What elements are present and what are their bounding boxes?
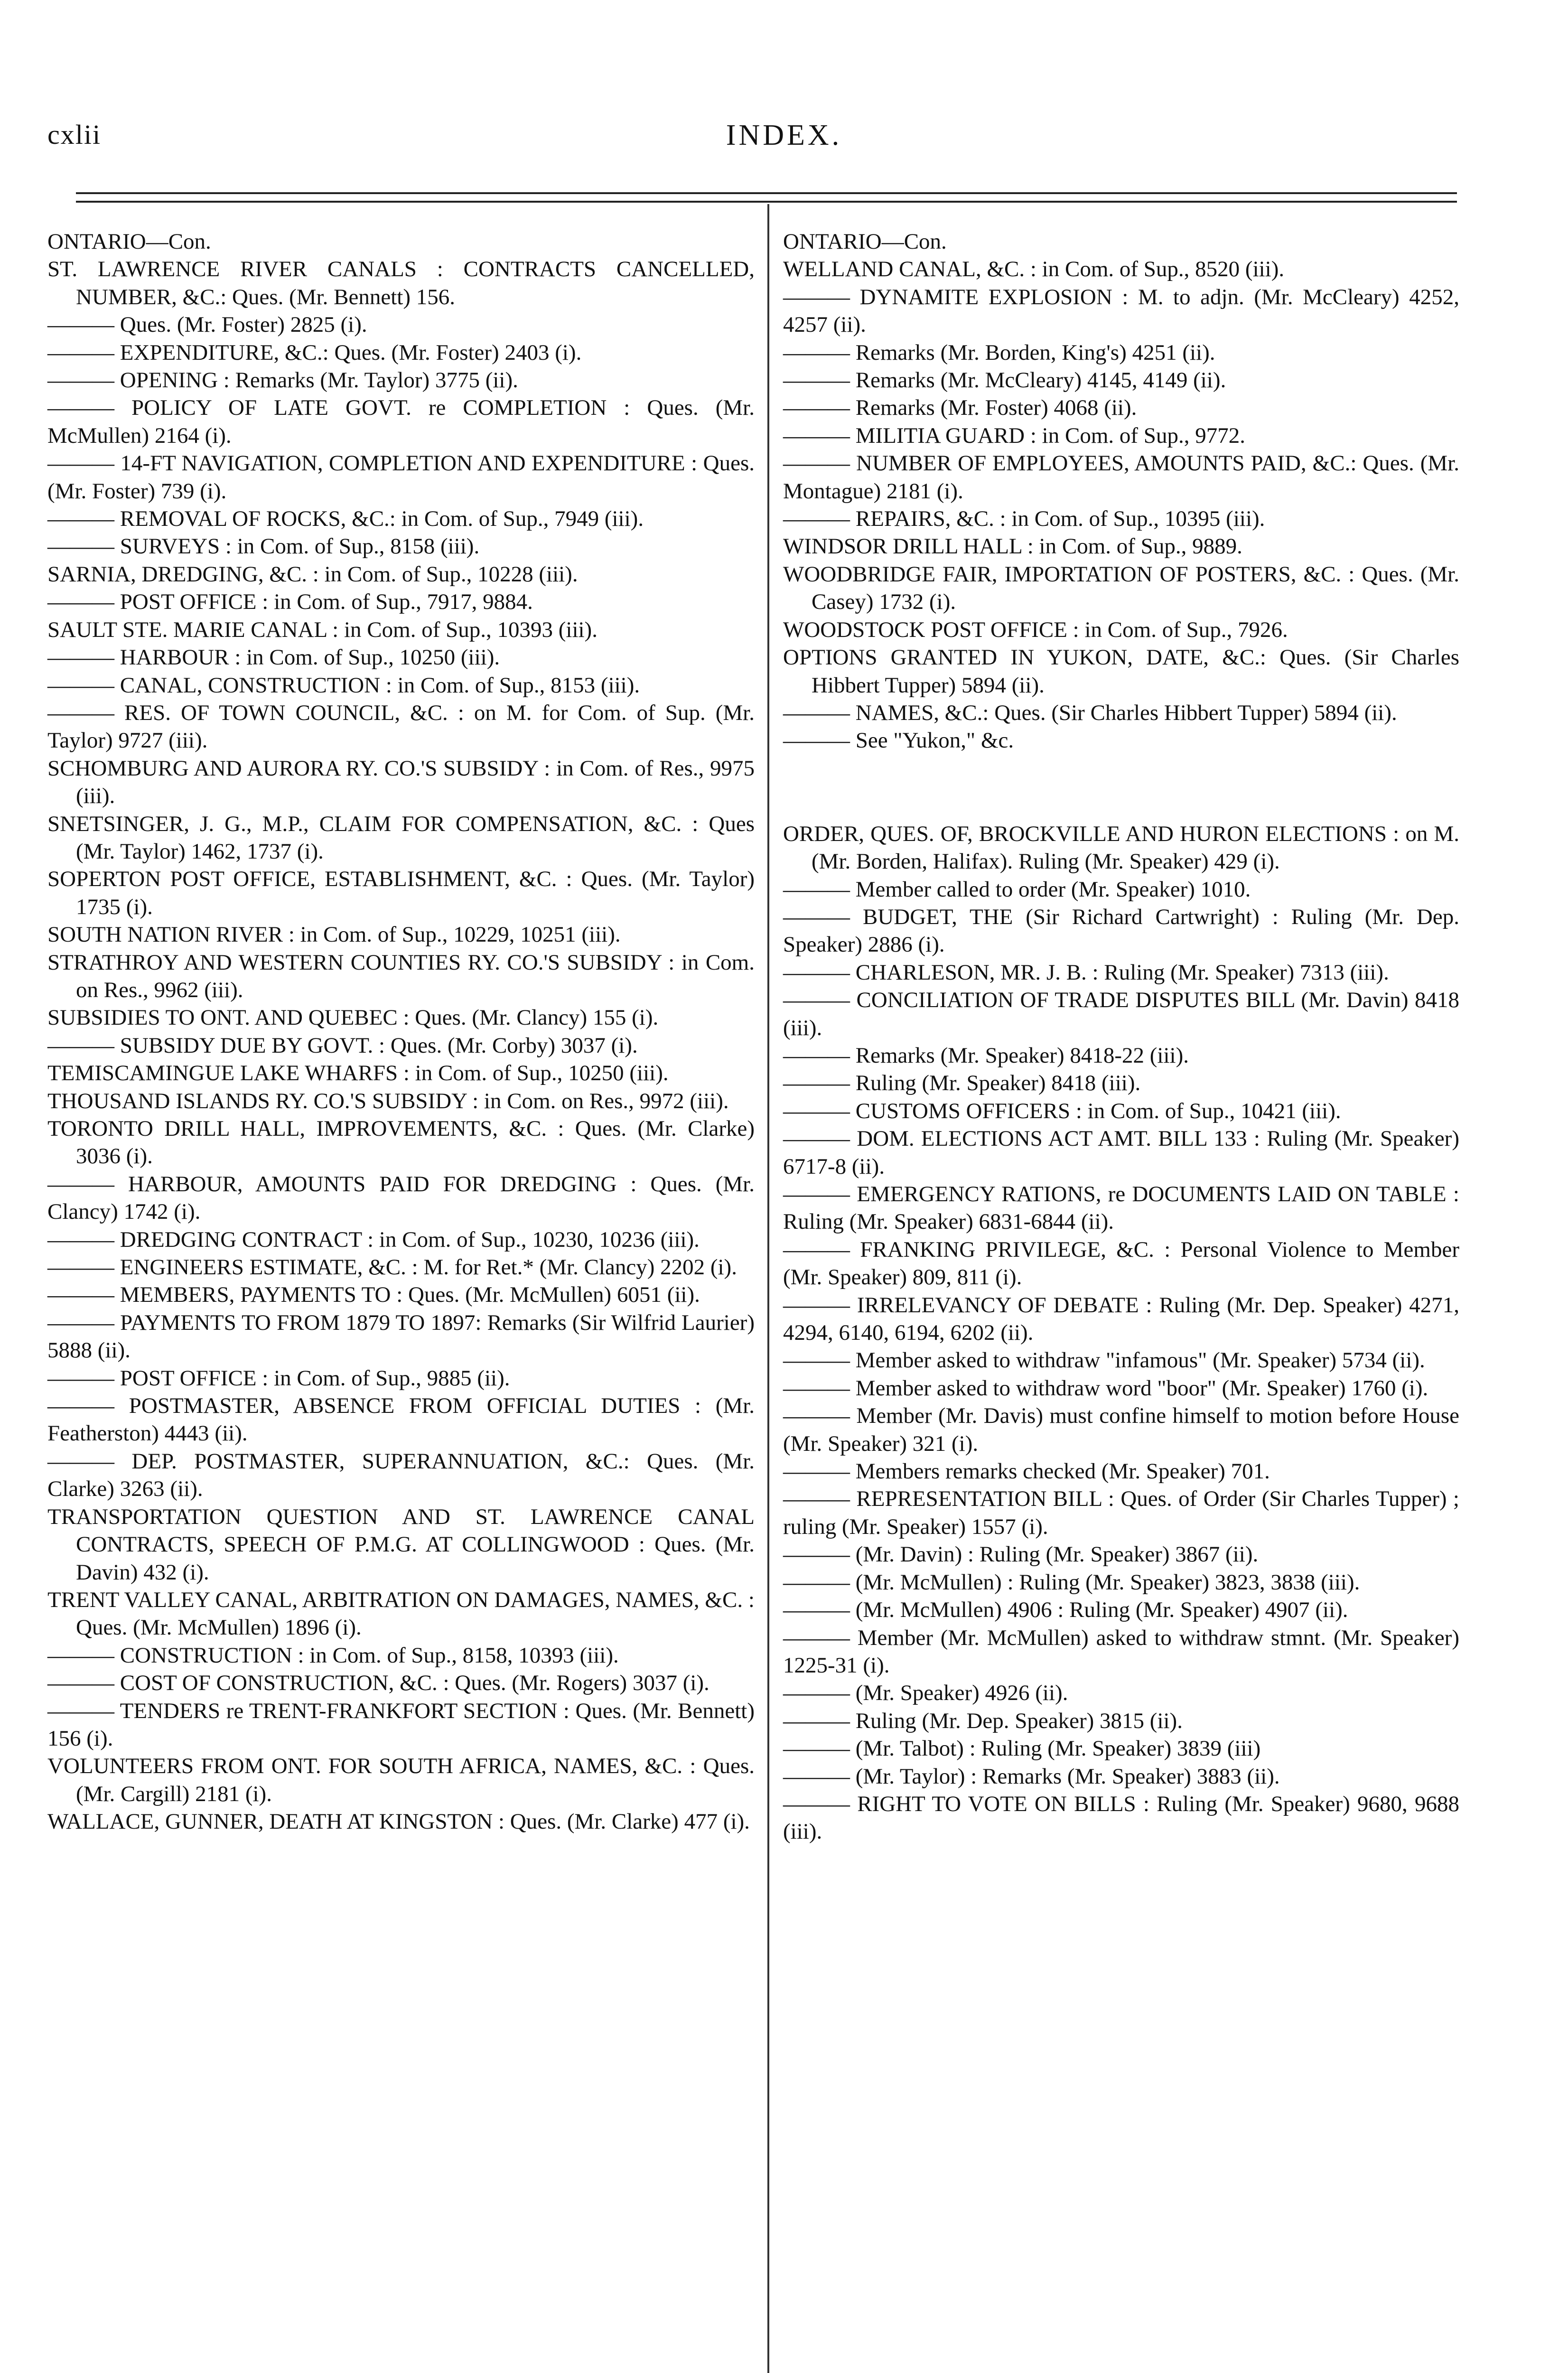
index-entry: WOODBRIDGE FAIR, IMPORTATION OF POSTERS, &C. : Ques. (Mr. Casey) 1732 (i). bbox=[783, 561, 1459, 615]
index-entry: ——— EMERGENCY RATIONS, re DOCUMENTS LAID ON TABLE : Ruling (Mr. Speaker) 6831-6844 (ii). bbox=[783, 1182, 1459, 1234]
index-entry: ——— (Mr. McMullen) : Ruling (Mr. Speaker) 3823, 3838 (iii). bbox=[783, 1570, 1360, 1595]
index-entry: ——— OPENING : Remarks (Mr. Taylor) 3775 (ii). bbox=[47, 368, 518, 393]
index-entry: WOODSTOCK POST OFFICE : in Com. of Sup., 7926. bbox=[783, 617, 1288, 642]
index-entry: WALLACE, GUNNER, DEATH AT KINGSTON : Ques. (Mr. Clarke) 477 (i). bbox=[47, 1809, 750, 1834]
index-entry: SUBSIDIES TO ONT. AND QUEBEC : Ques. (Mr. Clancy) 155 (i). bbox=[47, 1005, 659, 1030]
index-entry: ST. LAWRENCE RIVER CANALS : CONTRACTS CANCELLED, NUMBER, &C.: Ques. (Mr. Bennett) 156. bbox=[47, 257, 755, 309]
index-entry: ——— CANAL, CONSTRUCTION : in Com. of Sup., 8153 (iii). bbox=[47, 673, 640, 698]
index-entry: ——— REPRESENTATION BILL : Ques. of Order (Sir Charles Tupper) ; ruling (Mr. Speaker) 1557 (i). bbox=[783, 1486, 1459, 1539]
section-heading: ONTARIO—Con. bbox=[783, 229, 947, 254]
index-entry: ——— NAMES, &C.: Ques. (Sir Charles Hibbert Tupper) 5894 (ii). bbox=[783, 700, 1397, 725]
index-entry: ——— Member asked to withdraw word "boor" (Mr. Speaker) 1760 (i). bbox=[783, 1375, 1428, 1401]
index-entry: ——— POST OFFICE : in Com. of Sup., 7917, 9884. bbox=[47, 589, 533, 615]
index-entry: SOPERTON POST OFFICE, ESTABLISHMENT, &C. : Ques. (Mr. Taylor) 1735 (i). bbox=[47, 867, 755, 919]
index-entry: ——— Ruling (Mr. Dep. Speaker) 3815 (ii). bbox=[783, 1708, 1183, 1733]
index-entry: ——— Remarks (Mr. Foster) 4068 (ii). bbox=[783, 395, 1137, 420]
index-entry: ——— (Mr. Speaker) 4926 (ii). bbox=[783, 1681, 1068, 1706]
index-entry: ——— POLICY OF LATE GOVT. re COMPLETION : Ques. (Mr. McMullen) 2164 (i). bbox=[47, 395, 755, 448]
index-entry: ——— NUMBER OF EMPLOYEES, AMOUNTS PAID, &C.: Ques. (Mr. Montague) 2181 (i). bbox=[783, 451, 1459, 504]
index-entry: ——— Member called to order (Mr. Speaker) 1010. bbox=[783, 877, 1251, 902]
right-column bbox=[783, 228, 1459, 1846]
index-entry: WELLAND CANAL, &C. : in Com. of Sup., 8520 (iii). bbox=[783, 257, 1285, 282]
index-entry: ——— ENGINEERS ESTIMATE, &C. : M. for Ret.* (Mr. Clancy) 2202 (i). bbox=[47, 1255, 737, 1280]
index-entry: ——— TENDERS re TRENT-FRANKFORT SECTION : Ques. (Mr. Bennett) 156 (i). bbox=[47, 1698, 755, 1751]
page-number: cxlii bbox=[47, 119, 102, 150]
index-entry: ——— (Mr. Taylor) : Remarks (Mr. Speaker) 3883 (ii). bbox=[783, 1764, 1280, 1789]
index-entry: TEMISCAMINGUE LAKE WHARFS : in Com. of Sup., 10250 (iii). bbox=[47, 1061, 669, 1086]
index-entry: SARNIA, DREDGING, &C. : in Com. of Sup., 10228 (iii). bbox=[47, 561, 578, 587]
index-entry: VOLUNTEERS FROM ONT. FOR SOUTH AFRICA, NAMES, &C. : Ques. (Mr. Cargill) 2181 (i). bbox=[47, 1754, 755, 1806]
index-entry: ——— HARBOUR, AMOUNTS PAID FOR DREDGING : Ques. (Mr. Clancy) 1742 (i). bbox=[47, 1171, 755, 1224]
section-gap bbox=[783, 777, 1459, 798]
index-entry: OPTIONS GRANTED IN YUKON, DATE, &C.: Ques. (Sir Charles Hibbert Tupper) 5894 (ii). bbox=[783, 645, 1459, 698]
index-entry: SCHOMBURG AND AURORA RY. CO.'S SUBSIDY : in Com. of Res., 9975 (iii). bbox=[47, 756, 755, 809]
index-entry: SOUTH NATION RIVER : in Com. of Sup., 10229, 10251 (iii). bbox=[47, 922, 621, 947]
index-entry: ——— PAYMENTS TO FROM 1879 TO 1897: Remarks (Sir Wilfrid Laurier) 5888 (ii). bbox=[47, 1310, 755, 1363]
index-entry: TRANSPORTATION QUESTION AND ST. LAWRENCE CANAL CONTRACTS, SPEECH OF P.M.G. AT COLLINGWOOD : Ques. (Mr. Davin) 432 (i). bbox=[47, 1504, 755, 1585]
index-entry: SAULT STE. MARIE CANAL : in Com. of Sup., 10393 (iii). bbox=[47, 617, 597, 642]
index-entry: ——— RIGHT TO VOTE ON BILLS : Ruling (Mr. Speaker) 9680, 9688 (iii). bbox=[783, 1791, 1459, 1844]
index-entry: STRATHROY AND WESTERN COUNTIES RY. CO.'S SUBSIDY : in Com. on Res., 9962 (iii). bbox=[47, 950, 755, 1002]
index-entry: ——— FRANKING PRIVILEGE, &C. : Personal Violence to Member (Mr. Speaker) 809, 811 (i). bbox=[783, 1237, 1459, 1290]
index-entry: ——— RES. OF TOWN COUNCIL, &C. : on M. for Com. of Sup. (Mr. Taylor) 9727 (iii). bbox=[47, 700, 755, 753]
index-entry: ——— (Mr. Davin) : Ruling (Mr. Speaker) 3867 (ii). bbox=[783, 1542, 1259, 1567]
index-entry: ORDER, QUES. OF, BROCKVILLE AND HURON ELECTIONS : on M. (Mr. Borden, Halifax). Ruling (Mr. Speaker) 429 (i). bbox=[783, 821, 1459, 874]
page-title: INDEX. bbox=[726, 119, 842, 151]
index-entry: ——— CONSTRUCTION : in Com. of Sup., 8158, 10393 (iii). bbox=[47, 1643, 619, 1668]
index-entry: ——— Ques. (Mr. Foster) 2825 (i). bbox=[47, 312, 367, 337]
section-heading: ONTARIO—Con. bbox=[47, 229, 211, 254]
index-entry: ——— REPAIRS, &C. : in Com. of Sup., 10395 (iii). bbox=[783, 506, 1265, 532]
index-entry: ——— (Mr. Talbot) : Ruling (Mr. Speaker) 3839 (iii) bbox=[783, 1736, 1261, 1761]
index-entry: ——— Remarks (Mr. McCleary) 4145, 4149 (ii). bbox=[783, 368, 1226, 393]
index-entry: ——— DEP. POSTMASTER, SUPERANNUATION, &C.: Ques. (Mr. Clarke) 3263 (ii). bbox=[47, 1448, 755, 1502]
index-entry: ——— DYNAMITE EXPLOSION : M. to adjn. (Mr. McCleary) 4252, 4257 (ii). bbox=[783, 284, 1459, 337]
index-entry: ——— MEMBERS, PAYMENTS TO : Ques. (Mr. McMullen) 6051 (ii). bbox=[47, 1282, 700, 1308]
index-entry: ——— Remarks (Mr. Borden, King's) 4251 (ii). bbox=[783, 340, 1215, 365]
left-column bbox=[47, 228, 755, 1836]
index-entry: ——— CHARLESON, MR. J. B. : Ruling (Mr. Speaker) 7313 (iii). bbox=[783, 960, 1389, 985]
index-entry: ——— Member (Mr. Davis) must confine himself to motion before House (Mr. Speaker) 321 (i). bbox=[783, 1403, 1459, 1456]
index-entry: ——— 14-FT NAVIGATION, COMPLETION AND EXPENDITURE : Ques. (Mr. Foster) 739 (i). bbox=[47, 451, 755, 504]
index-entry: ——— Ruling (Mr. Speaker) 8418 (iii). bbox=[783, 1071, 1141, 1096]
index-entry: ——— Members remarks checked (Mr. Speaker) 701. bbox=[783, 1459, 1270, 1484]
index-entry: ——— DOM. ELECTIONS ACT AMT. BILL 133 : Ruling (Mr. Speaker) 6717-8 (ii). bbox=[783, 1126, 1459, 1179]
index-entry: ——— See "Yukon," &c. bbox=[783, 728, 1014, 753]
header-rule-bottom bbox=[76, 201, 1457, 203]
index-entry: ——— IRRELEVANCY OF DEBATE : Ruling (Mr. Dep. Speaker) 4271, 4294, 6140, 6194, 6202 (ii). bbox=[783, 1292, 1459, 1345]
index-entry: ——— CUSTOMS OFFICERS : in Com. of Sup., 10421 (iii). bbox=[783, 1098, 1341, 1123]
index-entry: ——— SUBSIDY DUE BY GOVT. : Ques. (Mr. Corby) 3037 (i). bbox=[47, 1033, 638, 1058]
index-entry: ——— Member asked to withdraw "infamous" (Mr. Speaker) 5734 (ii). bbox=[783, 1348, 1425, 1373]
index-entry: ——— DREDGING CONTRACT : in Com. of Sup., 10230, 10236 (iii). bbox=[47, 1227, 700, 1252]
index-entry: ——— Member (Mr. McMullen) asked to withdraw stmnt. (Mr. Speaker) 1225-31 (i). bbox=[783, 1625, 1459, 1678]
index-entry: TRENT VALLEY CANAL, ARBITRATION ON DAMAGES, NAMES, &C. : Ques. (Mr. McMullen) 1896 (i). bbox=[47, 1587, 755, 1640]
index-entry: SNETSINGER, J. G., M.P., CLAIM FOR COMPENSATION, &C. : Ques (Mr. Taylor) 1462, 1737 (i). bbox=[47, 811, 755, 864]
header-rule-top bbox=[76, 192, 1457, 194]
column-divider bbox=[767, 204, 769, 2373]
index-entry: TORONTO DRILL HALL, IMPROVEMENTS, &C. : Ques. (Mr. Clarke) 3036 (i). bbox=[47, 1116, 755, 1169]
index-entry: ——— (Mr. McMullen) 4906 : Ruling (Mr. Speaker) 4907 (ii). bbox=[783, 1598, 1348, 1623]
index-entry: ——— EXPENDITURE, &C.: Ques. (Mr. Foster) 2403 (i). bbox=[47, 340, 582, 365]
index-entry: ——— POST OFFICE : in Com. of Sup., 9885 (ii). bbox=[47, 1365, 510, 1391]
index-entry: ——— COST OF CONSTRUCTION, &C. : Ques. (Mr. Rogers) 3037 (i). bbox=[47, 1671, 709, 1696]
index-entry: WINDSOR DRILL HALL : in Com. of Sup., 9889. bbox=[783, 534, 1242, 559]
index-entry: ——— REMOVAL OF ROCKS, &C.: in Com. of Sup., 7949 (iii). bbox=[47, 506, 644, 532]
index-entry: ——— SURVEYS : in Com. of Sup., 8158 (iii). bbox=[47, 534, 480, 559]
index-entry: ——— POSTMASTER, ABSENCE FROM OFFICIAL DUTIES : (Mr. Featherston) 4443 (ii). bbox=[47, 1393, 755, 1446]
index-entry: ——— Remarks (Mr. Speaker) 8418-22 (iii). bbox=[783, 1043, 1189, 1068]
index-entry: THOUSAND ISLANDS RY. CO.'S SUBSIDY : in Com. on Res., 9972 (iii). bbox=[47, 1088, 729, 1113]
index-entry: ——— MILITIA GUARD : in Com. of Sup., 9772. bbox=[783, 423, 1245, 448]
index-entry: ——— HARBOUR : in Com. of Sup., 10250 (iii). bbox=[47, 645, 500, 670]
index-entry: ——— BUDGET, THE (Sir Richard Cartwright) : Ruling (Mr. Dep. Speaker) 2886 (i). bbox=[783, 904, 1459, 957]
index-entry: ——— CONCILIATION OF TRADE DISPUTES BILL (Mr. Davin) 8418 (iii). bbox=[783, 988, 1459, 1040]
